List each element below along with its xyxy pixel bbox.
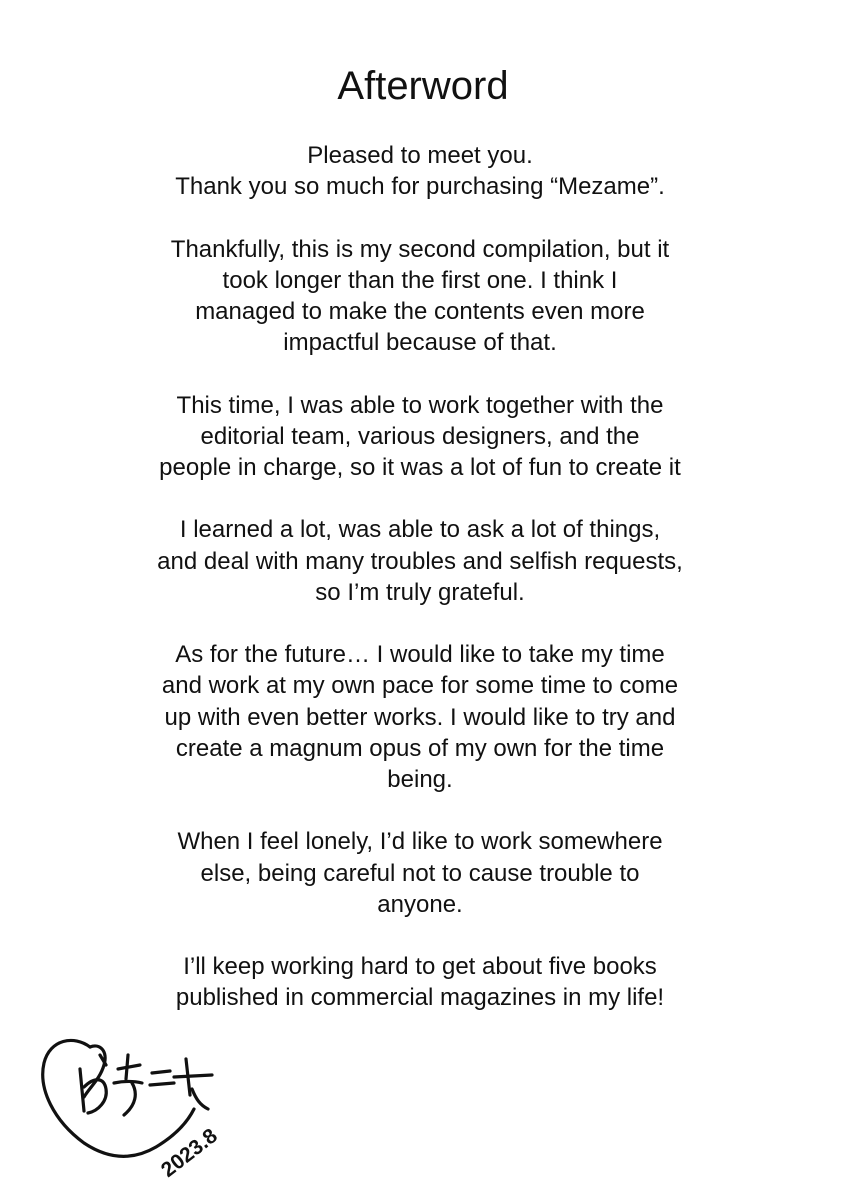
text-line: up with even better works. I would like to try and [164, 703, 676, 731]
text-line: anyone. [377, 890, 463, 918]
paragraph-future [120, 639, 720, 795]
paragraph-goal [120, 951, 720, 1013]
text-line: so I’m truly grateful. [315, 578, 525, 606]
text-line: I learned a lot, was able to ask a lot of things, [179, 516, 661, 544]
text-line: I’ll keep working hard to get about five books [183, 953, 657, 981]
paragraph-teamwork [120, 390, 720, 484]
afterword-body [120, 140, 720, 1045]
text-line: create a magnum opus of my own for the time [175, 734, 665, 762]
text-line: When I feel lonely, I’d like to work somewhere [177, 828, 663, 856]
paragraph-greeting [120, 140, 720, 202]
page-title: Afterword [337, 64, 509, 108]
text-line: This time, I was able to work together with the [176, 391, 664, 419]
text-line: people in charge, so it was a lot of fun to create it [159, 454, 681, 481]
text-line: else, being careful not to cause trouble to [200, 859, 640, 887]
text-line: Thankfully, this is my second compilation, but it [170, 235, 670, 263]
text-line: took longer than the first one. I think I [222, 266, 618, 294]
handwritten-signature [28, 1025, 238, 1185]
text-line: and work at my own pace for some time to come [161, 672, 679, 700]
text-line: editorial team, various designers, and the [200, 422, 640, 450]
text-line: managed to make the contents even more [195, 298, 645, 325]
text-line: As for the future… I would like to take my time [175, 641, 665, 669]
text-line: and deal with many troubles and selfish requests, [157, 547, 683, 575]
signature-date: 2023.8 [156, 1124, 222, 1182]
paragraph-lonely [120, 826, 720, 920]
paragraph-compilation [120, 234, 720, 359]
paragraph-gratitude [120, 514, 720, 608]
text-line: published in commercial magazines in my life! [175, 984, 665, 1012]
text-line: Pleased to meet you. [307, 142, 533, 169]
text-line: impactful because of that. [283, 329, 557, 357]
text-line: Thank you so much for purchasing “Mezame”. [175, 173, 665, 201]
text-line: being. [387, 766, 453, 793]
